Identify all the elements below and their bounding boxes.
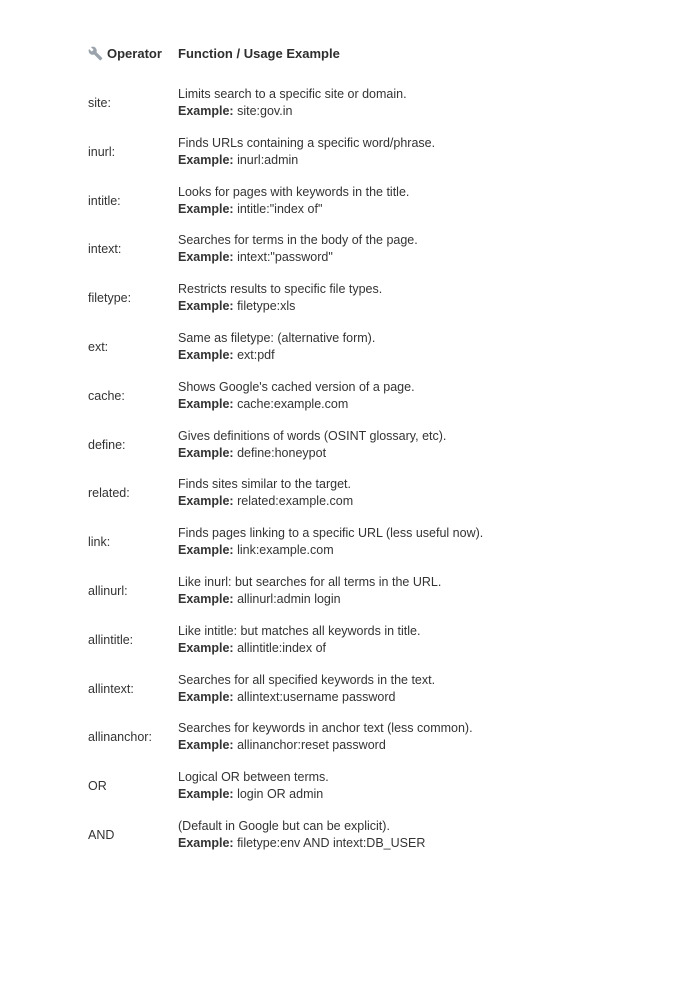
operator-description [178,428,648,462]
example-text: intitle:"index of" [237,201,323,216]
example-label: Example: [178,591,234,606]
table-row [88,330,648,364]
example-label: Example: [178,347,234,362]
wrench-icon [88,46,103,61]
example-line [178,493,648,510]
example-text: intext:"password" [237,250,333,265]
table-row [88,281,648,315]
operator-description [178,330,648,364]
operator-name: inurl: [88,144,116,159]
operator-description [178,574,648,608]
operator-description [178,86,648,120]
operator-description [178,818,648,852]
example-text: inurl:admin [237,152,299,167]
operator-name: site: [88,96,111,110]
operator-name: AND [88,827,115,842]
example-line [178,103,648,120]
table-row [88,818,648,852]
table-row [88,574,648,608]
example-label: Example: [178,494,234,509]
example-text: allinurl:admin login [237,591,341,606]
example-line [178,835,648,852]
table-row [88,623,648,657]
operator-description [178,525,648,559]
function-description: Gives definitions of words (OSINT glossary, etc). [178,428,447,443]
operator-name: define: [88,437,126,452]
example-label: Example: [178,201,234,216]
function-description: Finds URLs containing a specific word/phrase. [178,135,436,150]
operator-description [178,769,648,803]
operator-name: allintitle: [88,632,134,647]
example-line [178,445,648,462]
example-line [178,152,648,169]
example-label: Example: [178,640,234,655]
operator-name: allintext: [88,681,134,696]
function-description: Limits search to a specific site or domain. [178,87,407,101]
operator-description [178,232,648,266]
function-description: Like inurl: but searches for all terms in the URL. [178,574,442,589]
operator-name: allinanchor: [88,730,152,745]
operator-name: cache: [88,388,125,403]
example-label: Example: [178,299,234,314]
function-description: Shows Google's cached version of a page. [178,379,415,394]
example-line [178,396,648,413]
operator-name: related: [88,486,130,501]
table-row [88,476,648,510]
example-line [178,201,648,218]
example-label: Example: [178,250,234,265]
table-row [88,428,648,462]
example-line [178,689,648,706]
table-row [88,86,648,120]
operator-name: OR [88,779,107,794]
example-line [178,737,648,754]
operator-description [178,184,648,218]
table-row [88,720,648,754]
function-description: Looks for pages with keywords in the title. [178,184,410,199]
example-label: Example: [178,104,234,118]
operator-name: allinurl: [88,583,128,598]
table-row [88,184,648,218]
example-text: cache:example.com [237,396,349,411]
example-line [178,542,648,559]
function-description: Finds sites similar to the target. [178,477,351,492]
function-description: Logical OR between terms. [178,770,329,785]
function-description: Searches for terms in the body of the page. [178,233,418,248]
function-description: Searches for keywords in anchor text (less common). [178,721,473,736]
example-text: filetype:xls [237,299,296,314]
example-text: define:honeypot [237,445,327,460]
example-text: allintitle:index of [237,640,327,655]
example-label: Example: [178,787,234,802]
operator-description [178,623,648,657]
operator-description [178,281,648,315]
example-label: Example: [178,738,234,753]
example-line [178,591,648,608]
example-text: allinanchor:reset password [237,738,386,753]
example-text: related:example.com [237,494,354,509]
operator-column-header [88,46,178,61]
function-description: Like intitle: but matches all keywords in title. [178,623,421,638]
operator-name: link: [88,535,111,550]
table-body [88,86,648,852]
table-row [88,232,648,266]
example-label: Example: [178,396,234,411]
function-description: Searches for all specified keywords in the text. [178,672,436,687]
example-text: login OR admin [237,787,324,802]
example-label: Example: [178,152,234,167]
operator-name: filetype: [88,291,132,306]
example-label: Example: [178,445,234,460]
function-description: Finds pages linking to a specific URL (less useful now). [178,526,484,541]
table-row [88,379,648,413]
operator-name: intext: [88,242,122,257]
function-description: Restricts results to specific file types. [178,282,383,297]
example-line [178,786,648,803]
operator-description [178,672,648,706]
example-label: Example: [178,835,234,850]
operator-name: ext: [88,339,109,354]
operator-description [178,135,648,169]
example-text: allintext:username password [237,689,396,704]
operators-table [88,46,648,867]
example-text: link:example.com [237,543,334,558]
operator-description [178,720,648,754]
example-label: Example: [178,543,234,558]
example-line [178,249,648,266]
example-line [178,298,648,315]
table-row [88,135,648,169]
example-line [178,640,648,657]
function-description: Same as filetype: (alternative form). [178,330,376,345]
table-row [88,672,648,706]
example-text: site:gov.in [237,104,293,118]
example-text: ext:pdf [237,347,275,362]
function-column-header: Function / Usage Example [178,46,340,61]
example-line [178,347,648,364]
example-label: Example: [178,689,234,704]
operator-name: intitle: [88,193,121,208]
table-row [88,525,648,559]
function-description: (Default in Google but can be explicit). [178,818,390,833]
operator-header-label: Operator [107,46,162,61]
operator-description [178,476,648,510]
table-header-row [88,46,648,61]
example-text: filetype:env AND intext:DB_USER [237,835,426,850]
operator-description [178,379,648,413]
table-row [88,769,648,803]
